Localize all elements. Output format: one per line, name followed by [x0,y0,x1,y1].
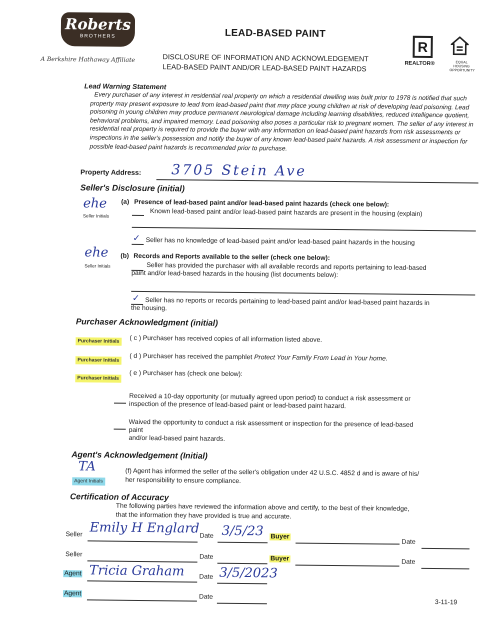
item-d-text-plain: ( d ) Purchaser has received the pamphlet [129,352,255,362]
certification-heading: Certification of Accuracy [69,491,169,503]
option-e2-text-2: paint [128,426,144,434]
warning-text: Every purchaser of any interest in residential real property on which a residential dwelling was built prior to 1978 is notified that such property may present exposure to lead from lead-based paint that may place young children at risk of developing lead poisoning. Lead poisoning in young children may produce permanent neurological damage including learning disabilities, reduced intelligence quotient, behavioral problems, and impaired memory. Lead poisoning also poses a particular risk to pregnant women. The seller of any interest in residential real property is required to provide the buyer with any information on lead-based paint hazards from risk assessments or inspections in the seller's possession and notify the buyer of any known lead-based paint hazards. A risk assessment or inspection for possible lead-based paint hazards is recommended prior to purchase. [89,91,474,153]
seller-disclosure-heading: Seller's Disclosure (initial) [80,182,185,194]
option-b2-text-2: the housing. [130,304,167,313]
option-b1-text-2: paint and/or lead-based hazards in the housing (list documents below): [131,269,339,280]
purchaser-ack-heading: Purchaser Acknowledgment (initial) [75,316,219,328]
seller-date-line-2[interactable] [217,563,267,565]
option-a2-check-icon: ✓ [132,232,141,243]
buyer-date-label-2: Date [401,558,416,566]
item-f-text-1: (f) Agent has informed the seller of the seller's obligation under 42 U.S.C. 4852 d and is aware of his/ [125,467,420,478]
seller-signature-line-2[interactable] [87,560,197,562]
buyer-date-label-1: Date [401,538,416,546]
seller-date-label-1: Date [199,532,214,540]
agent-date-1[interactable]: 3/5/2023 [219,565,278,582]
agent-initials[interactable]: TA [78,459,96,475]
certification-text-1: The following parties have reviewed the information above and certify, to the best of their knowledge, [115,502,410,513]
property-address-value[interactable]: 3705 Stein Ave [171,162,307,180]
agent-date-line-2[interactable] [217,603,267,605]
buyer-date-line-2[interactable] [421,568,469,570]
item-b-label: (b) [120,252,130,260]
roberts-logo [61,12,135,47]
seller-signature-line-1[interactable] [88,540,198,542]
realtor-label: REALTOR® [404,60,435,68]
buyer-signature-line-1[interactable] [296,543,400,545]
option-e2-checkbox[interactable] [114,429,126,430]
affiliate-tagline: A Berkshire Hathaway Affiliate [40,55,136,64]
explain-line-1[interactable] [132,227,476,232]
equal-housing-label: EQUAL HOUSING OPPORTUNITY [449,60,475,73]
logo-brand: Roberts [64,15,131,34]
option-e2-text-3: and/or lead-based paint hazards. [128,434,226,443]
buyer-date-line-1[interactable] [422,548,470,550]
purchaser-initials-e[interactable]: Purchaser Initials [75,374,121,382]
item-f-text-2: her responsibility to ensure compliance. [125,476,242,486]
seller-date-1[interactable]: 3/5/23 [221,523,264,540]
agent-date-label-2: Date [198,593,213,601]
document-title: LEAD-BASED PAINT [224,27,326,40]
option-e2-text-1: Waived the opportunity to conduct a risk assessment or inspection for the presence of lead-based [128,418,414,429]
seller-initials-label-a: Seller Initials [82,213,110,219]
agent-label-1: Agent [64,570,82,578]
property-address-line [156,179,478,183]
agent-label-2: Agent [63,590,82,598]
seller-initials-b[interactable]: ehe [84,245,109,261]
item-b-text: Records and Reports available to the seller (check one below): [133,252,330,262]
item-c-text: ( c ) Purchaser has received copies of all information listed above. [129,334,323,344]
item-d-text-pamphlet: Protect Your Family From Lead in Your home. [254,354,388,363]
seller-signature-label-1: Seller [65,531,83,539]
documents-line-1[interactable] [131,291,475,296]
realtor-icon [413,36,433,58]
item-d-text [129,353,387,364]
agent-signature-line-2[interactable] [87,599,197,601]
seller-signature-1[interactable]: Emily H Englard [89,520,200,537]
revision-date: 3-11-19 [434,599,458,607]
agent-date-label-1: Date [199,573,214,581]
option-a2-text: Seller has no knowledge of lead-based paint and/or lead-based paint hazards in the housing [145,237,415,247]
warning-title: Lead Warning Statement [84,83,167,92]
item-a-label: (a) [121,198,130,206]
seller-initials-label-b: Seller Initials [84,263,111,269]
equal-housing-icon [451,36,469,56]
certification-text-2: that the information they have provided is true and accurate. [115,511,292,521]
seller-date-label-2: Date [199,553,214,561]
item-a-text: Presence of lead-based paint and/or lead-based paint hazards (check one below): [134,198,390,209]
property-address-label: Property Address: [80,169,142,177]
option-a1-checkbox[interactable] [132,215,144,216]
agent-signature-line-1[interactable] [87,580,197,582]
document-subtitle-1: DISCLOSURE OF INFORMATION AND ACKNOWLEDGEMENT [162,52,369,64]
buyer-signature-line-2[interactable] [295,565,399,567]
option-e1-text-1: Received a 10-day opportunity (or mutually agreed upon period) to conduct a risk assessment or [129,392,411,403]
agent-ack-heading: Agent's Acknowledgement (Initial) [71,449,208,461]
option-b1-text-1: Seller has provided the purchaser with all available records and reports pertaining to lead-based [146,262,427,272]
option-a2-checkbox[interactable] [132,244,144,245]
option-b2-check-icon: ✓ [132,292,140,303]
agent-signature-1[interactable]: Tricia Graham [89,563,185,580]
purchaser-initials-d[interactable]: Purchaser Initials [75,356,121,364]
option-e1-text-2: inspection of the presence of lead-based paint or lead-based paint hazard. [128,400,347,411]
agent-initials-label: Agent Initials [72,477,105,485]
realtor-mark: R [417,38,428,55]
logo-brand-sub: BROTHERS [79,33,116,40]
agent-date-line-1[interactable] [217,583,267,585]
buyer-label-1: Buyer [270,533,290,541]
option-b2-text-1: Seller has no reports or records pertaining to lead-based paint and/or lead-based paint hazards in [145,297,430,307]
buyer-label-2: Buyer [270,555,290,563]
purchaser-initials-c[interactable]: Purchaser Initials [76,337,122,345]
document-subtitle-2: LEAD-BASED PAINT AND/OR LEAD-BASED PAINT HAZARDS [162,62,367,74]
seller-date-line-1[interactable] [218,542,268,544]
seller-signature-label-2: Seller [65,551,83,559]
item-e-text: ( e ) Purchaser has (check one below): [129,369,243,379]
option-e1-checkbox[interactable] [114,403,126,404]
option-a1-text: Known lead-based paint and/or lead-based paint hazards are present in the housing (explain) [149,208,423,218]
seller-initials-a[interactable]: ehe [83,196,107,212]
